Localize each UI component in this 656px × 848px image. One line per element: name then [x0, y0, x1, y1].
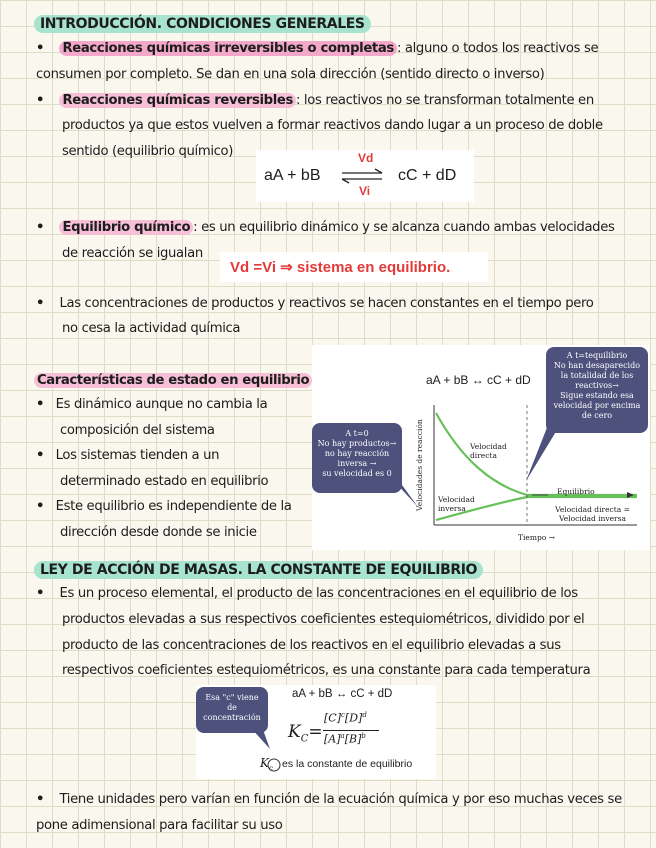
text: Las concentraciones de productos y reactivos se hacen constantes en el tiempo pero — [59, 296, 594, 311]
bubble-tail-right — [522, 425, 562, 485]
bubble-line: de cero — [581, 411, 613, 420]
text: de reacción se igualan — [62, 246, 203, 261]
text: respectivos coeficientes estequiométricos, es una constante para cada temperatura — [62, 663, 591, 678]
label-inverse: Velocidad inversa — [438, 495, 475, 513]
bubble-line: reactivos→ — [575, 381, 619, 390]
equilibrium-condition-text: Vd =Vi ⇒ sistema en equilibrio. — [230, 259, 451, 276]
bubble-line: A t=tequilibrio — [566, 351, 628, 360]
term-reversible: Reacciones químicas reversibles — [59, 93, 296, 108]
bullet-irreversible — [36, 36, 636, 87]
y-axis-label: Velocidades de reacción — [415, 419, 424, 511]
bubble-t0 — [312, 423, 402, 493]
bubble-tail-left — [394, 481, 424, 511]
text: Este equilibrio es independiente de la — [55, 499, 292, 514]
bubble-line: No han desaparecido — [553, 361, 641, 370]
text: : alguno o todos los reactivos se — [396, 41, 599, 56]
bubble-line: la totalidad de los — [560, 371, 634, 380]
section-title-mass-action — [34, 559, 483, 578]
section-title-characteristics — [34, 369, 312, 388]
text: productos elevadas a sus respectivos coeficientes estequiométricos, dividido por el — [62, 612, 585, 627]
eq-vd: Vd — [358, 151, 374, 165]
figure-title: aA + bB ↔ cC + dD — [426, 373, 531, 387]
kc-fraction-bar — [323, 730, 379, 731]
bubble-line: No hay productos→ — [317, 439, 397, 448]
term-irreversible: Reacciones químicas irreversibles o completas — [59, 41, 396, 56]
bullet-dot: • — [36, 220, 45, 235]
bullet-reversible — [36, 88, 636, 114]
bubble-tail-kc — [250, 727, 274, 753]
bubble-line: inversa → — [337, 459, 377, 468]
text: Es dinámico aunque no cambia la — [55, 397, 268, 412]
equilibrium-continuation — [62, 241, 203, 267]
bullet-dot: • — [36, 499, 45, 514]
label-direct: Velocidad directa — [470, 442, 507, 460]
label-equilibrium: Equilibrio — [557, 487, 595, 496]
double-arrow-icon — [339, 168, 385, 184]
text: dirección desde donde se inicie — [60, 524, 257, 540]
characteristic-item — [36, 494, 306, 545]
characteristics-list — [36, 392, 306, 545]
characteristic-item — [36, 392, 306, 443]
bubble-line: velocidad por encima — [553, 401, 641, 410]
text: determinado estado en equilibrio — [60, 473, 269, 489]
kc-denominator: $[A]^a[B]^b$ — [324, 732, 366, 746]
text: Es un proceso elemental, el producto de las concentraciones en el equilibrio de los — [59, 586, 578, 601]
text: producto de las concentraciones de los reactivos en el equilibrio elevadas a sus — [62, 637, 561, 653]
characteristic-item — [36, 443, 306, 494]
title-mass-action-text: LEY DE ACCIÓN DE MASAS. LA CONSTANTE DE EQUILIBRIO — [34, 561, 483, 579]
text: consumen por completo. Se dan en una sola dirección (sentido directo o inverso) — [36, 66, 545, 82]
text: Tiene unidades pero varían en función de la ecuación química y por eso muchas veces se — [59, 792, 622, 807]
text: pone adimensional para facilitar su uso — [36, 817, 283, 833]
bubble-tequilibrium — [546, 347, 648, 433]
kc-numerator: $[C]^c[D]^d$ — [324, 711, 367, 725]
bullet-equilibrium — [36, 215, 636, 241]
term-equilibrium: Equilibrio químico — [59, 220, 193, 235]
eq-vi: Vi — [359, 184, 371, 198]
bubble-line: A t=0 — [345, 429, 369, 438]
x-axis-label: Tiempo → — [518, 533, 555, 542]
text: : es un equilibrio dinámico y se alcanza cuando ambas velocidades — [193, 220, 615, 235]
label-equal: Velocidad directa = Velocidad inversa — [555, 505, 630, 523]
bullet-dot: • — [36, 397, 45, 412]
kc-symbol-small: $K_c$ — [260, 756, 273, 773]
title-characteristics-text: Características de estado en equilibrio — [34, 373, 312, 388]
bubble-text: Esa "c" viene de concentración — [203, 693, 261, 722]
eq-products: cC + dD — [398, 167, 457, 184]
bubble-line: no hay reacción — [324, 449, 390, 458]
circle-mark-icon — [266, 757, 282, 773]
bullet-dot: • — [36, 296, 45, 311]
text: productos ya que estos vuelven a formar reactivos dando lugar a un proceso de doble — [62, 118, 603, 133]
kc-caption: es la constante de equilibrio — [282, 758, 413, 770]
mass-action-paragraph — [36, 581, 646, 607]
bullet-dot: • — [36, 93, 45, 108]
text: Los sistemas tienden a un — [55, 448, 220, 463]
bullet-dot: • — [36, 448, 45, 463]
bullet-dot: • — [36, 41, 45, 56]
kc-formula-box — [196, 685, 436, 779]
text: no cesa la actividad química — [62, 321, 241, 336]
equilibrium-condition-box — [220, 252, 488, 282]
kc-formula — [288, 711, 408, 753]
bullet-units — [36, 787, 651, 838]
bullet-concentrations — [36, 291, 636, 317]
velocity-figure — [312, 345, 650, 550]
bullet-dot: • — [36, 792, 45, 807]
bubble-line: Sigue estando esa — [560, 391, 634, 400]
title-intro-text: INTRODUCCIÓN. CONDICIONES GENERALES — [34, 15, 371, 33]
kc-reaction: aA + bB ↔ cC + dD — [292, 688, 393, 700]
kc-symbol: $K_C=$ — [288, 722, 323, 745]
bullet-dot: • — [36, 586, 45, 601]
reaction-equation-box — [256, 150, 474, 202]
mass-action-continuation — [62, 607, 652, 684]
bubble-line: su velocidad es 0 — [322, 469, 392, 478]
text: composición del sistema — [60, 422, 215, 438]
eq-reactants: aA + bB — [264, 167, 321, 184]
concentrations-continuation — [62, 316, 240, 342]
text: : los reactivos no se transforman totalmente en — [296, 93, 594, 108]
text: sentido (equilibrio químico) — [62, 143, 234, 159]
section-title-intro — [34, 13, 371, 32]
